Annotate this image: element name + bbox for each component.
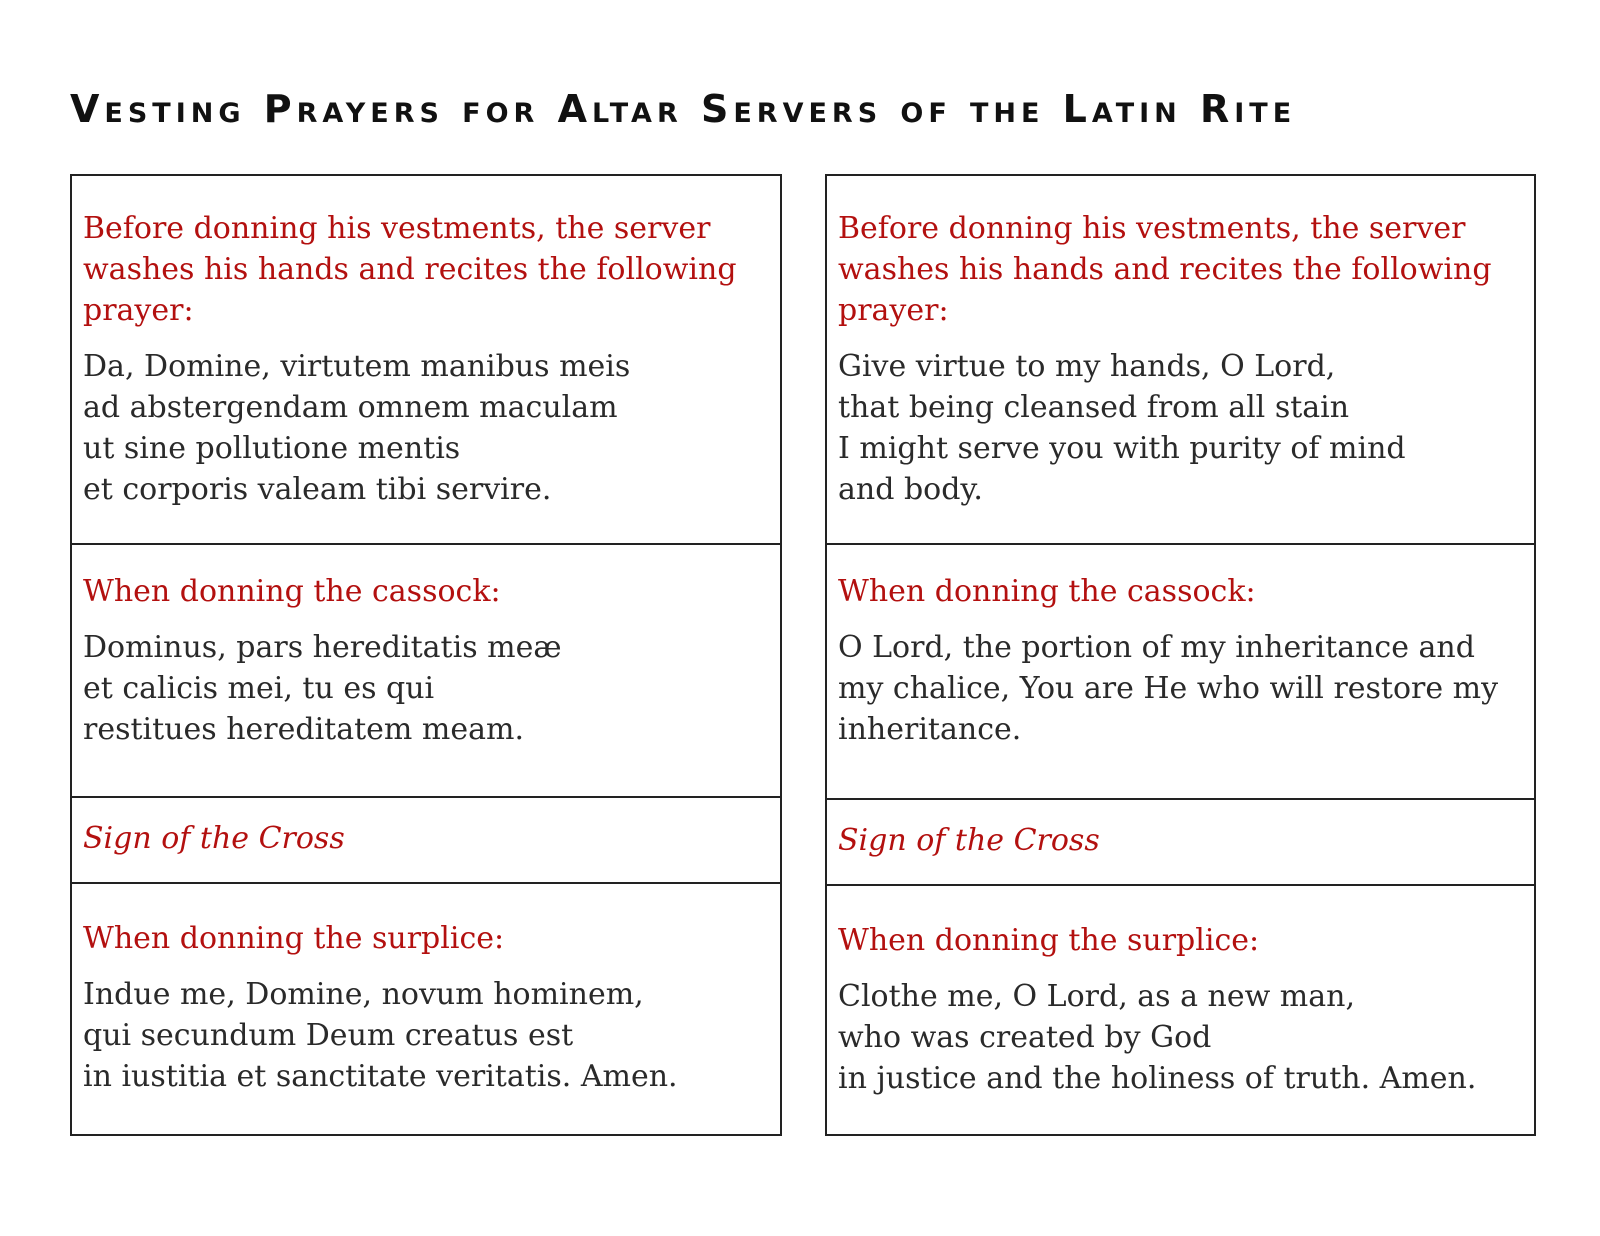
prayer-line: et corporis valeam tibi servire. [83,472,552,507]
english-column [825,174,1536,1136]
english-handwashing-section [827,176,1534,545]
latin-surplice-rubric: When donning the surplice: [83,921,505,956]
prayer-line: O Lord, the portion of my inheritance and [838,630,1475,665]
rubric-line: prayer: [838,293,949,328]
prayer-line: Give virtue to my hands, O Lord, [838,349,1336,384]
prayer-line: inheritance. [838,712,1022,747]
latin-cassock-rubric: When donning the cassock: [83,574,501,609]
latin-handwashing-prayer [83,346,770,510]
prayer-line: ut sine pollutione mentis [83,431,461,466]
english-cassock-rubric: When donning the cassock: [838,574,1256,609]
latin-column [70,174,782,1136]
latin-sign-of-cross: Sign of the Cross [83,821,345,856]
english-sign-of-cross: Sign of the Cross [838,823,1100,858]
prayer-line: Da, Domine, virtutem manibus meis [83,349,631,384]
latin-surplice-section [72,884,780,1134]
rubric-line: Before donning his vestments, the server [83,211,711,246]
rubric-line: prayer: [83,293,194,328]
prayer-line: that being cleansed from all stain [838,390,1350,425]
prayer-line: qui secundum Deum creatus est [83,1018,574,1053]
rubric-line: Before donning his vestments, the server [838,211,1466,246]
prayer-line: Dominus, pars hereditatis meæ [83,630,562,665]
rubric-line: washes his hands and recites the following [838,252,1492,287]
prayer-line: Clothe me, O Lord, as a new man, [838,979,1356,1014]
english-handwashing-rubric [838,208,1524,331]
rubric-line: washes his hands and recites the following [83,252,737,287]
prayer-line: and body. [838,472,983,507]
latin-cross-section [72,798,780,884]
page-title: Vesting Prayers for Altar Servers of the Latin Rite [70,87,1297,131]
english-handwashing-prayer [838,346,1524,510]
latin-cassock-prayer [83,627,770,750]
prayer-line: my chalice, You are He who will restore my [838,671,1499,706]
english-surplice-prayer [838,976,1524,1099]
latin-handwashing-section [72,176,780,545]
prayer-line: ad abstergendam omnem maculam [83,390,618,425]
prayer-line: in iustitia et sanctitate veritatis. Amen. [83,1059,678,1094]
prayer-line: Indue me, Domine, novum hominem, [83,977,644,1012]
english-cassock-section [827,545,1534,800]
prayer-line: I might serve you with purity of mind [838,431,1406,466]
latin-cassock-section [72,545,780,798]
prayer-line: in justice and the holiness of truth. Amen. [838,1061,1477,1096]
prayer-line: et calicis mei, tu es qui [83,671,435,706]
english-surplice-section [827,886,1534,1134]
english-cross-section [827,800,1534,886]
latin-surplice-prayer [83,974,770,1097]
prayer-line: restitues hereditatem meam. [83,712,524,747]
english-cassock-prayer [838,627,1524,750]
english-surplice-rubric: When donning the surplice: [838,923,1260,958]
latin-handwashing-rubric [83,208,770,331]
prayer-line: who was created by God [838,1020,1212,1055]
